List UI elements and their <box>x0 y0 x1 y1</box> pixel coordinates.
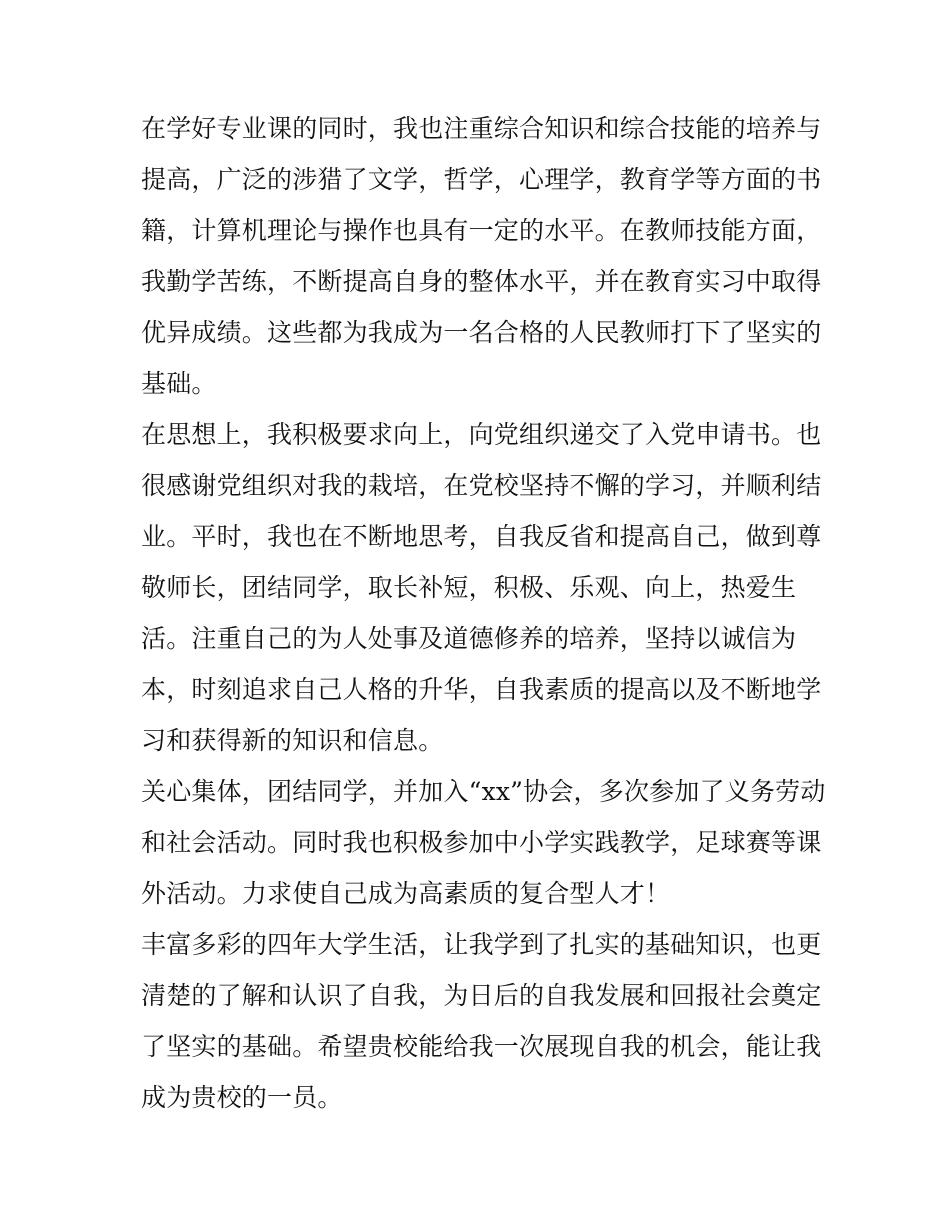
paragraph-studies <box>141 103 821 409</box>
text-line: 提高，广泛的涉猎了文学，哲学，心理学，教育学等方面的书 <box>141 165 822 194</box>
text-line: 很感谢党组织对我的栽培，在党校坚持不懈的学习，并顺利结 <box>141 471 822 500</box>
paragraph-conclusion <box>141 919 821 1123</box>
text-line: 我勤学苦练，不断提高自身的整体水平，并在教育实习中取得 <box>141 267 822 296</box>
text-line: 本，时刻追求自己人格的升华，自我素质的提高以及不断地学 <box>141 675 822 704</box>
text-line: 籍，计算机理论与操作也具有一定的水平。在教师技能方面， <box>141 216 822 245</box>
text-line: 外活动。力求使自己成为高素质的复合型人才！ <box>141 879 671 908</box>
text-line: 清楚的了解和认识了自我，为日后的自我发展和回报社会奠定 <box>141 981 822 1010</box>
text-line: 成为贵校的一员。 <box>141 1083 343 1112</box>
text-line: 在思想上，我积极要求向上，向党组织递交了入党申请书。也 <box>141 420 822 449</box>
text-line: 基础。 <box>141 369 217 398</box>
text-line: 敬师长，团结同学，取长补短，积极、乐观、向上，热爱生 <box>141 573 797 602</box>
text-line: 丰富多彩的四年大学生活，让我学到了扎实的基础知识，也更 <box>141 930 822 959</box>
text-line: 习和获得新的知识和信息。 <box>141 726 444 755</box>
paragraph-activities <box>141 766 826 919</box>
document-body <box>141 103 826 1123</box>
paragraph-ideology <box>141 409 821 766</box>
text-line: 业。平时，我也在不断地思考，自我反省和提高自己，做到尊 <box>141 522 822 551</box>
text-line: 关心集体，团结同学，并加入“xx”协会，多次参加了义务劳动 <box>141 777 826 806</box>
text-line: 和社会活动。同时我也积极参加中小学实践教学，足球赛等课 <box>141 828 822 857</box>
text-line: 优异成绩。这些都为我成为一名合格的人民教师打下了坚实的 <box>141 318 822 347</box>
text-line: 了坚实的基础。希望贵校能给我一次展现自我的机会，能让我 <box>141 1032 822 1061</box>
text-line: 在学好专业课的同时，我也注重综合知识和综合技能的培养与 <box>141 114 822 143</box>
text-line: 活。注重自己的为人处事及道德修养的培养，坚持以诚信为 <box>141 624 797 653</box>
